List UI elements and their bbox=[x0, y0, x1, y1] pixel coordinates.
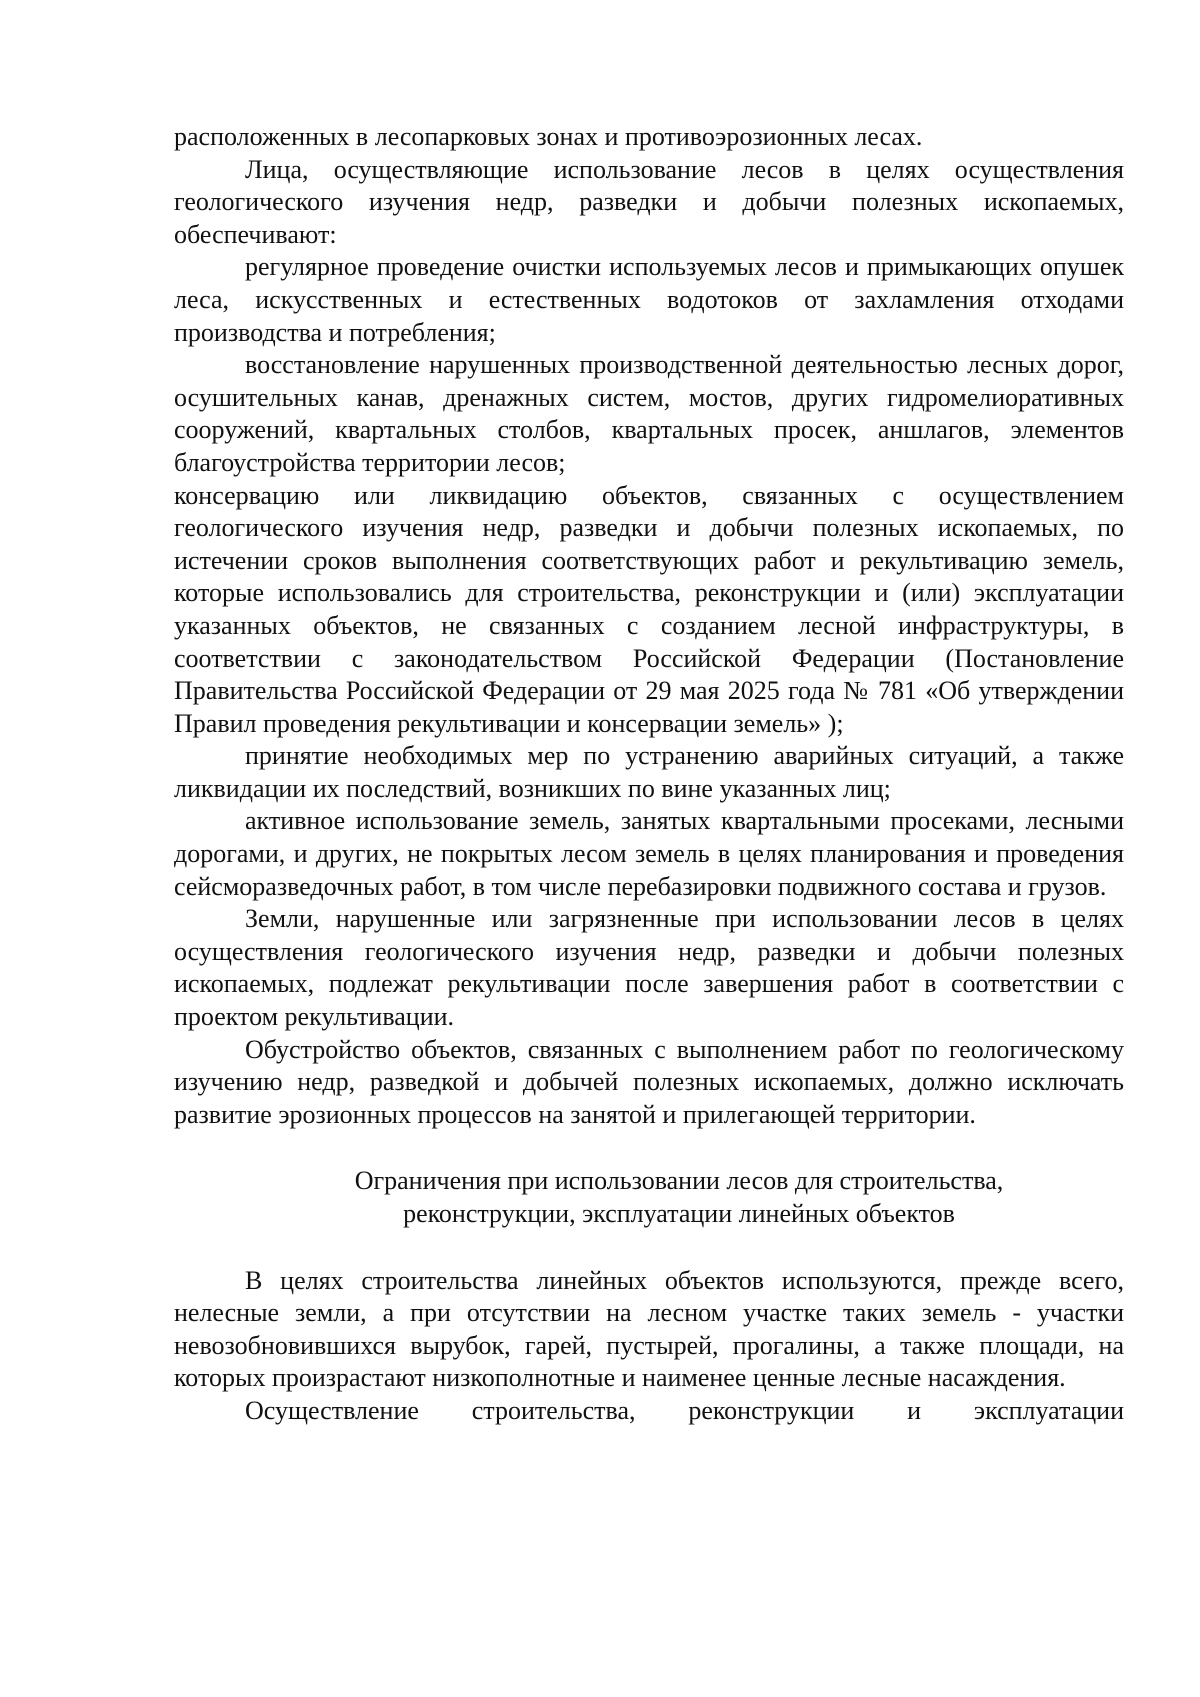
paragraph-recultivation: Земли, нарушенные или загрязненные при использовании лесов в целях осуществления геологического изучения недр, разведки и добычи полезных ископаемых, подлежат рекультивации после завершения работ в соответствии с проектом рекультивации. bbox=[174, 904, 1124, 1032]
paragraph-continuation: расположенных в лесопарковых зонах и противоэрозионных лесах. bbox=[174, 122, 923, 151]
paragraph-land-use: активное использование земель, занятых квартальными просеками, лесными дорогами, и других, не покрытых лесом земель в целях планирования и проведения сейсморазведочных работ, в том числе перебазировки подвижного состава и грузов. bbox=[174, 806, 1124, 901]
paragraph-restoration: восстановление нарушенных производственной деятельностью лесных дорог, осушительных канав, дренажных систем, мостов, других гидромелиоративных сооружений, квартальных столбов, квартальных просек, аншлагов, элементов благоустройства территории лесов; bbox=[174, 350, 1124, 477]
paragraph-construction-start: Осуществление строительства, реконструкции и эксплуатации bbox=[245, 1395, 1124, 1425]
section-heading-line-1: Ограничения при использовании лесов для строительства, bbox=[354, 1166, 1004, 1196]
paragraph-cleaning: регулярное проведение очистки используемых лесов и примыкающих опушек леса, искусственных и естественных водотоков от захламления отходами производства и потребления; bbox=[174, 252, 1124, 347]
paragraph-obligations-intro: Лица, осуществляющие использование лесов в целях осуществления геологического изучения недр, разведки и добычи полезных ископаемых, обеспечивают: bbox=[174, 154, 1124, 249]
paragraph-emergency: принятие необходимых мер по устранению аварийных ситуаций, а также ликвидации их последствий, возникших по вине указанных лиц; bbox=[174, 741, 1124, 803]
paragraph-conservation: консервацию или ликвидацию объектов, связанных с осуществлением геологического изучения недр, разведки и добычи полезных ископаемых, по истечении сроков выполнения соответствующих работ и рекультивацию земель, которые использовались для строительства, реконструкции и (или) эксплуатации указанных объектов, не связанных с созданием лесной инфраструктуры, в соответствии с законодательством Российской Федерации (Постановление Правительства Российской Федерации от 29 мая 2025 года № 781 «Об утверждении Правил проведения рекультивации и консервации земель» ); bbox=[174, 480, 1124, 738]
section-heading bbox=[174, 1165, 1124, 1230]
section-heading-line-2: реконструкции, эксплуатации линейных объектов bbox=[403, 1199, 955, 1228]
paragraph-linear-objects: В целях строительства линейных объектов используются, прежде всего, нелесные земли, а при отсутствии на лесном участке таких земель - участки невозобновившихся вырубок, гарей, пустырей, прогалины, а также площади, на которых произрастают низкополнотные и наименее ценные лесные насаждения. bbox=[174, 1265, 1124, 1393]
paragraph-erosion: Обустройство объектов, связанных с выполнением работ по геологическому изучению недр, разведкой и добычей полезных ископаемых, должно исключать развитие эрозионных процессов на занятой и прилегающей территории. bbox=[174, 1034, 1124, 1129]
document-body bbox=[174, 121, 1124, 1428]
